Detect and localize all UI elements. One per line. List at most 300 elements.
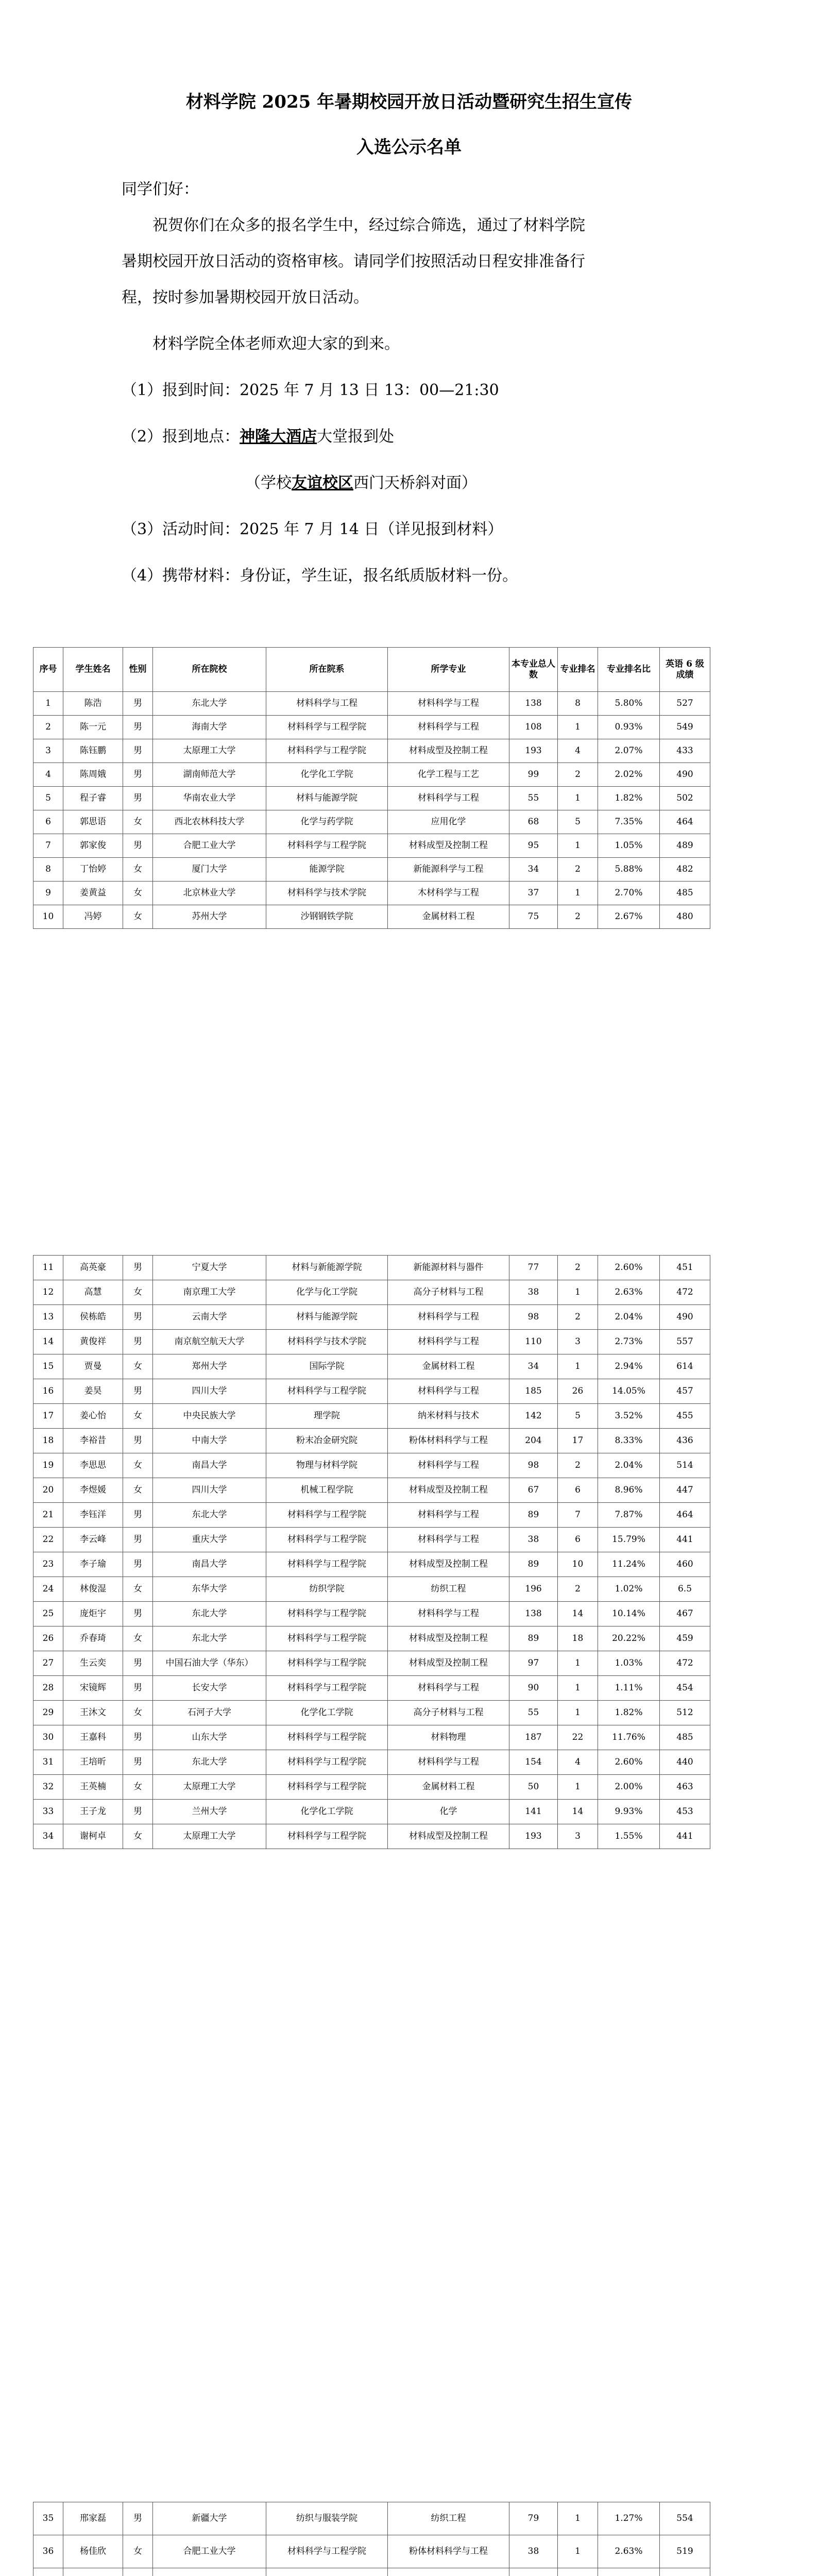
- cell-university: 东北大学: [153, 1626, 266, 1651]
- cell-rank-ratio: 1.82%: [598, 1701, 660, 1725]
- cell-major-rank: 3: [558, 1330, 598, 1354]
- cell-major-total: 138: [509, 1602, 558, 1626]
- cell-major-total: 38: [509, 1528, 558, 1552]
- cell-major-rank: 2: [558, 1577, 598, 1602]
- header-major: 所学专业: [388, 648, 509, 692]
- cell-major-rank: 8: [558, 692, 598, 716]
- cell-name: 王子龙: [63, 1800, 123, 1824]
- cell-major: 高分子材料与工程: [388, 1701, 509, 1725]
- table-page-1: [33, 647, 710, 929]
- cell-major: 材料科学与工程: [388, 1453, 509, 1478]
- cell-gender: 女: [123, 2535, 153, 2568]
- cell-index: 25: [33, 1602, 63, 1626]
- table-row: [33, 1725, 710, 1750]
- cell-major-rank: 1: [558, 1775, 598, 1800]
- cell-index: 29: [33, 1701, 63, 1725]
- cell-major-rank: 4: [558, 1750, 598, 1775]
- cell-university: 四川大学: [153, 1478, 266, 1503]
- table-row: [33, 834, 710, 858]
- cell-major-total: 196: [509, 1577, 558, 1602]
- cell-major: 新能源科学与工程: [388, 858, 509, 882]
- cell-department: 化学化工学院: [266, 1701, 388, 1725]
- cell-cet6-score: 549: [660, 716, 710, 739]
- cell-major-total: 90: [509, 1676, 558, 1701]
- cell-rank-ratio: 8.96%: [598, 1478, 660, 1503]
- table-row: [33, 1528, 710, 1552]
- cell-gender: 男: [123, 1602, 153, 1626]
- item-activity-time: （3）活动时间：2025 年 7 月 14 日（详见报到材料）: [122, 520, 503, 538]
- cell-gender: 男: [123, 1552, 153, 1577]
- cell-name: 邢家磊: [63, 2502, 123, 2535]
- cell-major-rank: 14: [558, 1800, 598, 1824]
- table-row: [33, 1354, 710, 1379]
- cell-department: 材料与能源学院: [266, 787, 388, 810]
- cell-index: 16: [33, 1379, 63, 1404]
- cell-major-total: 89: [509, 1503, 558, 1528]
- cell-name: 乔春琦: [63, 1626, 123, 1651]
- cell-cet6-score: 441: [660, 1528, 710, 1552]
- cell-department: 化学化工学院: [266, 763, 388, 787]
- cell-cet6-score: 455: [660, 1404, 710, 1429]
- cell-major-total: 185: [509, 1379, 558, 1404]
- cell-university: 山东大学: [153, 1725, 266, 1750]
- cell-major-rank: 4: [558, 739, 598, 763]
- table-header-row: [33, 648, 710, 692]
- cell-major: 材料成型及控制工程: [388, 834, 509, 858]
- cell-gender: 男: [123, 1429, 153, 1453]
- cell-department: 能源学院: [266, 858, 388, 882]
- cell-major-rank: 1: [558, 787, 598, 810]
- cell-major: 化学工程与工艺: [388, 763, 509, 787]
- cell-index: 26: [33, 1626, 63, 1651]
- cell-major-rank: 1: [558, 882, 598, 905]
- cell-cet6-score: 514: [660, 1453, 710, 1478]
- table-row: [33, 905, 710, 929]
- cell-major-total: 193: [509, 1824, 558, 1849]
- student-table-page-1: [33, 647, 710, 929]
- cell-rank-ratio: 7.35%: [598, 810, 660, 834]
- cell-department: 纺织学院: [266, 1577, 388, 1602]
- cell-gender: 男: [123, 1725, 153, 1750]
- cell-cet6-score: 614: [660, 1354, 710, 1379]
- cell-major-total: 110: [509, 1330, 558, 1354]
- cell-major-total: 98: [509, 1453, 558, 1478]
- cell-major-rank: 2: [558, 905, 598, 929]
- table-row: [33, 1552, 710, 1577]
- cell-department: 材料科学与工程学院: [266, 834, 388, 858]
- cell-major-total: 55: [509, 787, 558, 810]
- cell-index: 24: [33, 1577, 63, 1602]
- cell-university: 中央民族大学: [153, 1404, 266, 1429]
- cell-major-total: 34: [509, 858, 558, 882]
- cell-university: 西北农林科技大学: [153, 810, 266, 834]
- cell-gender: 女: [123, 1280, 153, 1305]
- cell-major-rank: 3: [558, 1824, 598, 1849]
- cell-name: 郭思语: [63, 810, 123, 834]
- cell-major: 材料成型及控制工程: [388, 1626, 509, 1651]
- cell-index: 15: [33, 1354, 63, 1379]
- cell-cet6-score: 554: [660, 2502, 710, 2535]
- table-row: [33, 716, 710, 739]
- cell-name: 丁怡婷: [63, 858, 123, 882]
- cell-index: 19: [33, 1453, 63, 1478]
- cell-cet6-score: 6.5: [660, 1577, 710, 1602]
- table-row: [33, 1602, 710, 1626]
- cell-index: 10: [33, 905, 63, 929]
- cell-major-rank: 1: [558, 1701, 598, 1725]
- cell-major-total: 38: [509, 2535, 558, 2568]
- cell-gender: 男: [123, 1651, 153, 1676]
- cell-major-total: 50: [509, 1775, 558, 1800]
- cell-major: 材料成型及控制工程: [388, 1478, 509, 1503]
- cell-name: 姜心怡: [63, 1404, 123, 1429]
- cell-rank-ratio: 10.14%: [598, 1602, 660, 1626]
- cell-university: 南京理工大学: [153, 1280, 266, 1305]
- cell-gender: 男: [123, 1503, 153, 1528]
- cell-university: 华南农业大学: [153, 787, 266, 810]
- item-report-place-suffix: 大堂报到处: [317, 428, 395, 446]
- header-major-total: 本专业总人数: [509, 648, 558, 692]
- table-row: [33, 1404, 710, 1429]
- cell-index: 32: [33, 1775, 63, 1800]
- table-row: [33, 692, 710, 716]
- cell-major-total: 89: [509, 1626, 558, 1651]
- cell-university: 宁夏大学: [153, 1256, 266, 1280]
- notice-title-line2: 入选公示名单: [356, 137, 462, 158]
- cell-rank-ratio: 20.22%: [598, 1626, 660, 1651]
- cell-rank-ratio: 2.04%: [598, 1453, 660, 1478]
- cell-major-rank: 1: [558, 1651, 598, 1676]
- cell-rank-ratio: 2.67%: [598, 905, 660, 929]
- cell-rank-ratio: 7.87%: [598, 1503, 660, 1528]
- cell-cet6-score: 457: [660, 1379, 710, 1404]
- cell-university: 东北大学: [153, 1750, 266, 1775]
- cell-major-rank: 22: [558, 1725, 598, 1750]
- cell-cet6-score: 451: [660, 1256, 710, 1280]
- cell-major-total: 75: [509, 905, 558, 929]
- cell-university: 太原理工大学: [153, 1824, 266, 1849]
- cell-rank-ratio: 9.93%: [598, 1800, 660, 1824]
- notice-title-line1: 材料学院 2025 年暑期校园开放日活动暨研究生招生宣传: [185, 92, 633, 112]
- cell-name: 生云奕: [63, 1651, 123, 1676]
- cell-gender: 男: [123, 2502, 153, 2535]
- cell-name: 林俊湿: [63, 1577, 123, 1602]
- cell-cet6-score: 490: [660, 1305, 710, 1330]
- cell-university: 中南大学: [153, 1429, 266, 1453]
- cell-major-total: 37: [509, 882, 558, 905]
- cell-name: 黄俊祥: [63, 1330, 123, 1354]
- cell-cet6-score: 512: [660, 1701, 710, 1725]
- cell-cet6-score: 472: [660, 1280, 710, 1305]
- cell-major: 金属材料工程: [388, 905, 509, 929]
- cell-major-total: [509, 2568, 558, 2576]
- campus-note-suffix: 西门天桥斜对面）: [353, 474, 477, 492]
- cell-cet6-score: 472: [660, 1651, 710, 1676]
- item-materials: （4）携带材料：身份证，学生证，报名纸质版材料一份。: [122, 567, 518, 585]
- cell-major-total: 204: [509, 1429, 558, 1453]
- cell-university: [153, 2568, 266, 2576]
- table-page-2: [33, 1255, 710, 1849]
- cell-name: 姜黄益: [63, 882, 123, 905]
- cell-name: 侯栋皓: [63, 1305, 123, 1330]
- cell-name: 李子瑜: [63, 1552, 123, 1577]
- cell-cet6-score: 490: [660, 763, 710, 787]
- cell-cet6-score: 440: [660, 1750, 710, 1775]
- cell-university: 郑州大学: [153, 1354, 266, 1379]
- cell-major-total: 97: [509, 1651, 558, 1676]
- cell-department: 材料科学与工程学院: [266, 716, 388, 739]
- cell-gender: 男: [123, 1256, 153, 1280]
- cell-gender: 男: [123, 787, 153, 810]
- cell-gender: 男: [123, 1800, 153, 1824]
- header-gender: 性别: [123, 648, 153, 692]
- table-row: [33, 2535, 710, 2568]
- cell-index: 21: [33, 1503, 63, 1528]
- cell-major-rank: 17: [558, 1429, 598, 1453]
- cell-university: 太原理工大学: [153, 739, 266, 763]
- cell-gender: 女: [123, 905, 153, 929]
- cell-cet6-score: 464: [660, 810, 710, 834]
- cell-university: 合肥工业大学: [153, 834, 266, 858]
- cell-major-total: 187: [509, 1725, 558, 1750]
- cell-rank-ratio: 11.76%: [598, 1725, 660, 1750]
- cell-rank-ratio: 11.24%: [598, 1552, 660, 1577]
- cell-name: 王沐文: [63, 1701, 123, 1725]
- cell-major-rank: 2: [558, 1453, 598, 1478]
- student-table-page-3: [33, 2502, 710, 2576]
- cell-major-rank: 2: [558, 763, 598, 787]
- cell-department: 物理与材料学院: [266, 1453, 388, 1478]
- cell-department: 材料与能源学院: [266, 1305, 388, 1330]
- table-row: [33, 1676, 710, 1701]
- cell-cet6-score: 480: [660, 905, 710, 929]
- cell-cet6-score: 485: [660, 1725, 710, 1750]
- cell-cet6-score: 502: [660, 787, 710, 810]
- table-row: [33, 1429, 710, 1453]
- item-report-place-note: [245, 472, 477, 495]
- cell-major: 化学: [388, 1800, 509, 1824]
- cell-gender: 男: [123, 739, 153, 763]
- cell-name: 王培昕: [63, 1750, 123, 1775]
- cell-major-total: 77: [509, 1256, 558, 1280]
- cell-department: [266, 2568, 388, 2576]
- cell-major: 材料科学与工程: [388, 1528, 509, 1552]
- cell-department: 理学院: [266, 1404, 388, 1429]
- cell-name: 程子睿: [63, 787, 123, 810]
- cell-department: 纺织与服装学院: [266, 2502, 388, 2535]
- table-row: [33, 1651, 710, 1676]
- cell-major-rank: 1: [558, 1354, 598, 1379]
- cell-major: 木材科学与工程: [388, 882, 509, 905]
- cell-gender: [123, 2568, 153, 2576]
- cell-major-total: 193: [509, 739, 558, 763]
- cell-index: 23: [33, 1552, 63, 1577]
- cell-major-rank: 2: [558, 1305, 598, 1330]
- cell-major-rank: 2: [558, 1256, 598, 1280]
- cell-major: 粉体材料科学与工程: [388, 2535, 509, 2568]
- cell-major: 材料科学与工程: [388, 716, 509, 739]
- table-row: [33, 882, 710, 905]
- cell-name: 高慧: [63, 1280, 123, 1305]
- cell-department: 材料科学与工程: [266, 692, 388, 716]
- cell-name: 郭家俊: [63, 834, 123, 858]
- cell-major: 材料科学与工程: [388, 692, 509, 716]
- greeting: 同学们好：: [122, 180, 199, 198]
- cell-major: [388, 2568, 509, 2576]
- header-university: 所在院校: [153, 648, 266, 692]
- cell-major-total: 89: [509, 1552, 558, 1577]
- cell-gender: 女: [123, 1478, 153, 1503]
- cell-cet6-score: 447: [660, 1478, 710, 1503]
- cell-major: 纳米材料与技术: [388, 1404, 509, 1429]
- cell-index: 30: [33, 1725, 63, 1750]
- cell-rank-ratio: 1.05%: [598, 834, 660, 858]
- cell-rank-ratio: 2.94%: [598, 1354, 660, 1379]
- cell-index: 31: [33, 1750, 63, 1775]
- cell-department: 粉末冶金研究院: [266, 1429, 388, 1453]
- cell-department: 材料科学与工程学院: [266, 739, 388, 763]
- cell-cet6-score: 453: [660, 1800, 710, 1824]
- cell-gender: 男: [123, 716, 153, 739]
- header-major-rank: 专业排名: [558, 648, 598, 692]
- cell-name: 高英豪: [63, 1256, 123, 1280]
- cell-major-rank: 18: [558, 1626, 598, 1651]
- cell-gender: 女: [123, 1404, 153, 1429]
- cell-name: 李思思: [63, 1453, 123, 1478]
- cell-department: 材料科学与工程学院: [266, 1775, 388, 1800]
- cell-name: 李煜媛: [63, 1478, 123, 1503]
- cell-major-rank: 1: [558, 716, 598, 739]
- cell-major: 材料物理: [388, 1725, 509, 1750]
- cell-major-rank: 1: [558, 2535, 598, 2568]
- cell-rank-ratio: 8.33%: [598, 1429, 660, 1453]
- cell-university: 南昌大学: [153, 1552, 266, 1577]
- table-row: [33, 1701, 710, 1725]
- cell-index: 17: [33, 1404, 63, 1429]
- cell-department: 材料科学与工程学院: [266, 1725, 388, 1750]
- cell-gender: 女: [123, 1453, 153, 1478]
- table-row: [33, 1305, 710, 1330]
- cell-rank-ratio: 3.52%: [598, 1404, 660, 1429]
- cell-university: 东北大学: [153, 692, 266, 716]
- cell-rank-ratio: 0.93%: [598, 716, 660, 739]
- cell-major-total: 138: [509, 692, 558, 716]
- cell-major-rank: 14: [558, 1602, 598, 1626]
- cell-rank-ratio: 1.03%: [598, 1651, 660, 1676]
- table-row: [33, 1750, 710, 1775]
- cell-major: 材料科学与工程: [388, 1676, 509, 1701]
- table-row: [33, 1577, 710, 1602]
- cell-major: 材料科学与工程: [388, 1602, 509, 1626]
- cell-major-total: 79: [509, 2502, 558, 2535]
- cell-major-rank: 5: [558, 1404, 598, 1429]
- cell-name: [63, 2568, 123, 2576]
- cell-cet6-score: 454: [660, 1676, 710, 1701]
- cell-major-total: 142: [509, 1404, 558, 1429]
- header-department: 所在院系: [266, 648, 388, 692]
- cell-major-rank: 5: [558, 810, 598, 834]
- cell-department: 材料科学与工程学院: [266, 1750, 388, 1775]
- cell-major: 新能源材料与器件: [388, 1256, 509, 1280]
- cell-university: 苏州大学: [153, 905, 266, 929]
- cell-major: 高分子材料与工程: [388, 1280, 509, 1305]
- cell-department: 材料科学与工程学院: [266, 1379, 388, 1404]
- cell-index: 18: [33, 1429, 63, 1453]
- cell-name: 贾曼: [63, 1354, 123, 1379]
- cell-name: 李裕昔: [63, 1429, 123, 1453]
- cell-major-rank: 26: [558, 1379, 598, 1404]
- cell-department: 机械工程学院: [266, 1478, 388, 1503]
- cell-rank-ratio: 2.00%: [598, 1775, 660, 1800]
- header-name: 学生姓名: [63, 648, 123, 692]
- cell-major: 材料成型及控制工程: [388, 1552, 509, 1577]
- hotel-name: 神隆大酒店: [240, 428, 317, 446]
- cell-department: 材料科学与工程学院: [266, 2535, 388, 2568]
- cell-rank-ratio: 2.02%: [598, 763, 660, 787]
- cell-major: 材料成型及控制工程: [388, 1824, 509, 1849]
- body-line-3: 程，按时参加暑期校园开放日活动。: [122, 289, 369, 307]
- cell-university: 南昌大学: [153, 1453, 266, 1478]
- cell-index: 27: [33, 1651, 63, 1676]
- cell-department: 化学与药学院: [266, 810, 388, 834]
- table-row: [33, 787, 710, 810]
- cell-index: 4: [33, 763, 63, 787]
- cell-cet6-score: 527: [660, 692, 710, 716]
- cell-rank-ratio: 1.82%: [598, 787, 660, 810]
- cell-gender: 女: [123, 1354, 153, 1379]
- cell-major-rank: 1: [558, 1280, 598, 1305]
- cell-name: 谢柯卓: [63, 1824, 123, 1849]
- body-line-2: 暑期校园开放日活动的资格审核。请同学们按照活动日程安排准备行: [122, 252, 585, 270]
- cell-major: 材料成型及控制工程: [388, 739, 509, 763]
- cell-major-rank: 6: [558, 1528, 598, 1552]
- cell-name: 陈浩: [63, 692, 123, 716]
- cell-university: 云南大学: [153, 1305, 266, 1330]
- cell-cet6-score: 433: [660, 739, 710, 763]
- cell-rank-ratio: 1.11%: [598, 1676, 660, 1701]
- cell-major-total: 141: [509, 1800, 558, 1824]
- cell-university: 合肥工业大学: [153, 2535, 266, 2568]
- cell-major-rank: 7: [558, 1503, 598, 1528]
- body-line-1: 祝贺你们在众多的报名学生中，经过综合筛选，通过了材料学院: [152, 216, 585, 234]
- cell-gender: 男: [123, 1750, 153, 1775]
- table-row: [33, 1775, 710, 1800]
- cell-gender: 女: [123, 1775, 153, 1800]
- cell-university: 长安大学: [153, 1676, 266, 1701]
- cell-major: 粉体材料科学与工程: [388, 1429, 509, 1453]
- cell-rank-ratio: 2.60%: [598, 1256, 660, 1280]
- cell-name: 陈一元: [63, 716, 123, 739]
- table-row: [33, 1626, 710, 1651]
- cell-department: 材料科学与工程学院: [266, 1626, 388, 1651]
- cell-university: 兰州大学: [153, 1800, 266, 1824]
- cell-gender: 女: [123, 1577, 153, 1602]
- cell-rank-ratio: 2.60%: [598, 1750, 660, 1775]
- campus-name: 友谊校区: [292, 474, 353, 492]
- cell-gender: 男: [123, 834, 153, 858]
- cell-rank-ratio: 2.07%: [598, 739, 660, 763]
- table-row: [33, 1503, 710, 1528]
- cell-index: 5: [33, 787, 63, 810]
- cell-department: 材料科学与技术学院: [266, 882, 388, 905]
- cell-gender: 男: [123, 1528, 153, 1552]
- cell-university: 南京航空航天大学: [153, 1330, 266, 1354]
- student-table-page-2: [33, 1255, 710, 1849]
- cell-rank-ratio: 2.04%: [598, 1305, 660, 1330]
- cell-gender: 女: [123, 1824, 153, 1849]
- cell-department: 材料科学与工程学院: [266, 1552, 388, 1577]
- cell-index: 28: [33, 1676, 63, 1701]
